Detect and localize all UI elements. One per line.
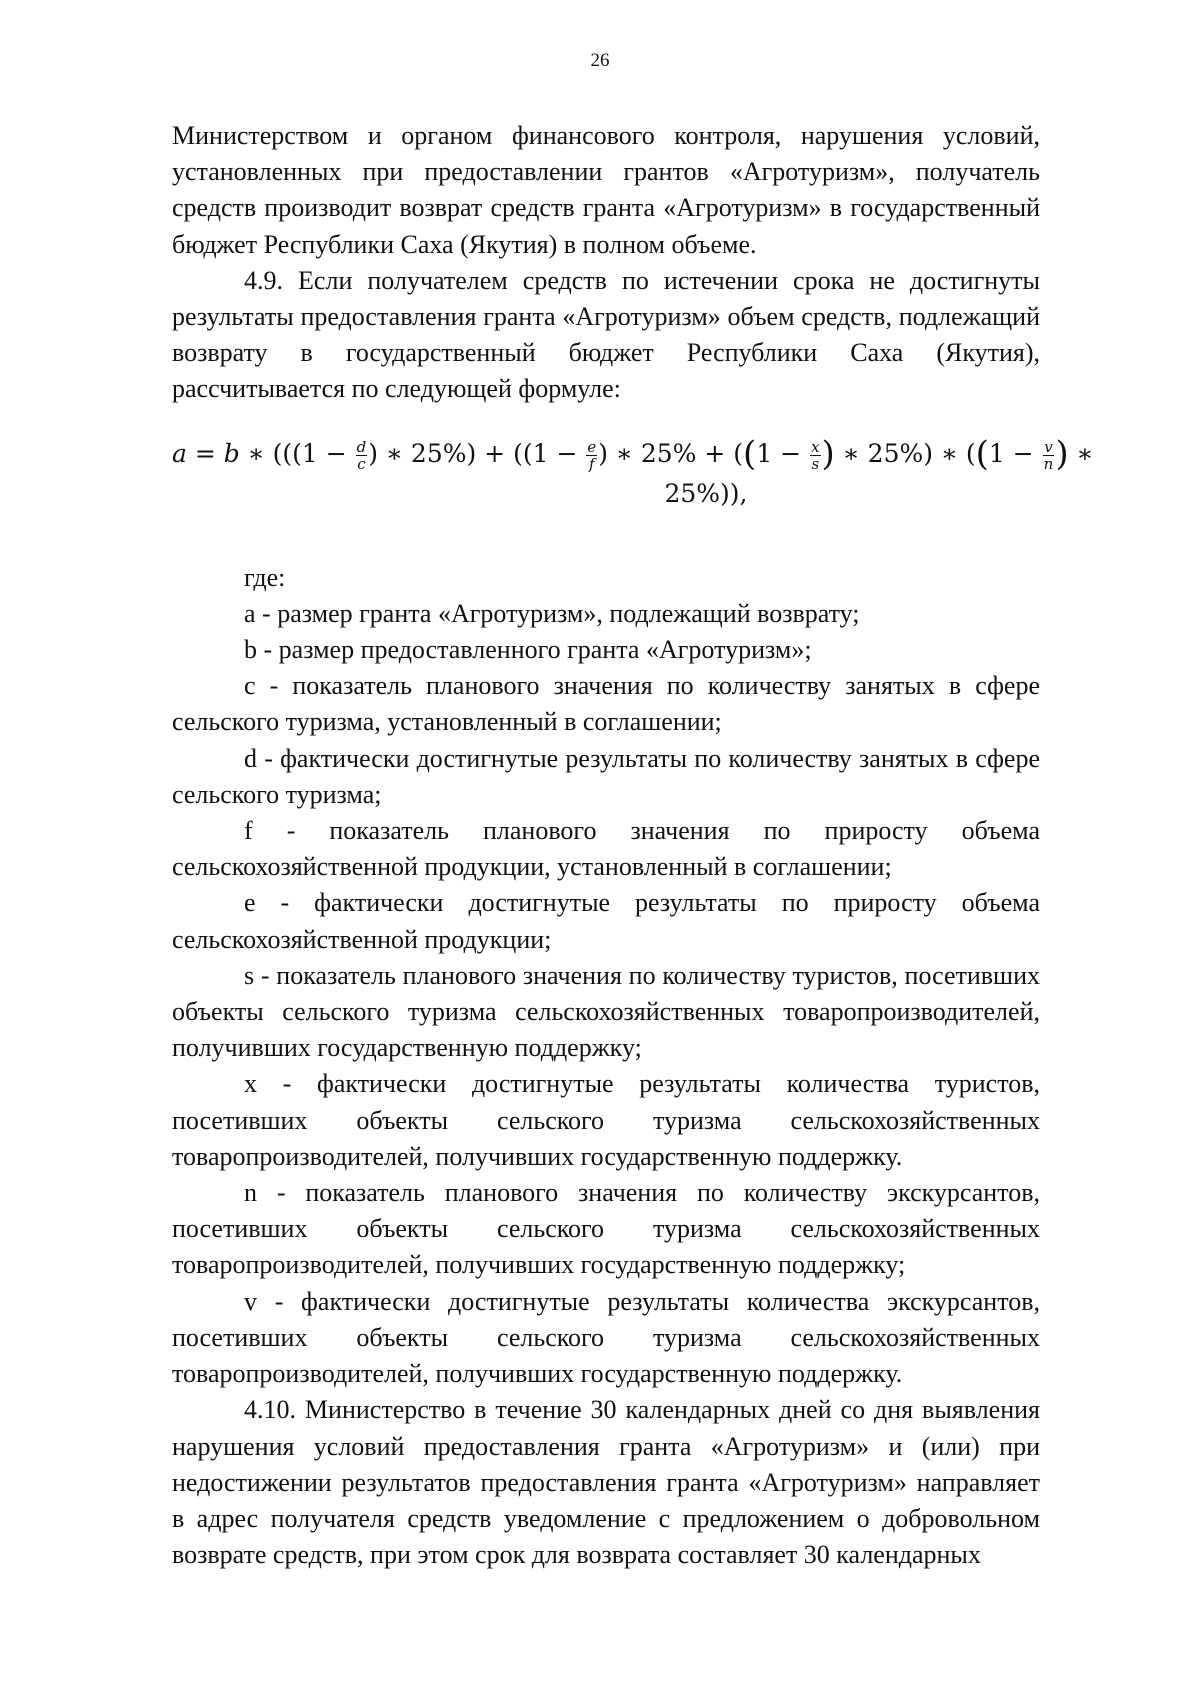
definition-c: c - показатель планового значения по количеству занятых в сфере сельского туризма, установленный в соглашении; [172, 671, 1040, 737]
fraction-numerator: d [356, 437, 367, 456]
paragraph-intro: Министерством и органом финансового контроля, нарушения условий, установленных при предоставлении грантов «Агротуризм», получатель средств производит возврат средств гранта «Агротуризм» в государственный бюджет Республики Саха (Якутия) в полном объеме. [172, 121, 1040, 259]
formula-op-7: ∗ [1068, 438, 1094, 468]
definition-s: s - показатель планового значения по количеству туристов, посетивших объекты сельского туризма сельскохозяйственных товаропроизводителей, получивших государственную поддержку; [172, 960, 1040, 1063]
formula-fraction-e-f [586, 439, 597, 472]
formula-line-2: 25%)), [664, 478, 748, 508]
fraction-numerator: v [1044, 437, 1053, 456]
formula-var-a: a [172, 438, 187, 468]
formula [172, 433, 1094, 514]
formula-big-paren-open-2: ( [975, 433, 989, 474]
paragraph-4-9: 4.9. Если получателем средств по истечении срока не достигнуты результаты предоставления гранта «Агротуризм» объем средств, подлежащий возврату в государственный бюджет Республики Саха (Якутия), рассчитывается по следующей формуле: [172, 265, 1040, 404]
definition-x: x - фактически достигнутые результаты количества туристов, посетивших объекты сельского туризма сельскохозяйственных товаропроизводителей, получивших государственную поддержку. [172, 1069, 1040, 1171]
formula-op-5: ∗ 25%) ∗ ( [834, 438, 976, 468]
fraction-denominator: s [811, 454, 820, 473]
formula-big-paren-open: ( [743, 433, 757, 474]
fraction-denominator: n [1043, 454, 1054, 473]
where-label: где: [244, 562, 286, 592]
definition-v: v - фактически достигнутые результаты количества экскурсантов, посетивших объекты сельского туризма сельскохозяйственных товаропроизводителей, получивших государственную поддержку. [172, 1286, 1040, 1389]
definition-e: e - фактически достигнутые результаты по приросту объема сельскохозяйственной продукции; [172, 888, 1040, 954]
fraction-numerator: e [587, 437, 597, 456]
page-number: 26 [590, 50, 610, 71]
formula-op-3: ) ∗ 25% + ( [598, 438, 744, 468]
fraction-denominator: c [357, 454, 366, 473]
definition-n: n - показатель планового значения по количеству экскурсантов, посетивших объекты сельского туризма сельскохозяйственных товаропроизводителей, получивших государственную поддержку; [172, 1178, 1040, 1280]
formula-fraction-v-n [1043, 439, 1055, 472]
page-body [172, 118, 1094, 1573]
definition-d: d - фактически достигнутые результаты по количеству занятых в сфере сельского туризма; [172, 743, 1040, 809]
fraction-numerator: x [811, 437, 820, 456]
formula-op-1: ∗ (((1 − [239, 438, 355, 468]
definition-b: b - размер предоставленного гранта «Агротуризм»; [244, 635, 812, 665]
formula-fraction-d-c [356, 439, 368, 472]
formula-var-b: b [223, 438, 240, 468]
formula-op-2: ) ∗ 25%) + ((1 − [368, 438, 586, 468]
fraction-denominator: f [589, 454, 595, 473]
formula-big-paren-close: ) [821, 433, 835, 474]
definition-f: f - показатель планового значения по приросту объема сельскохозяйственной продукции, установленный в соглашении; [172, 816, 1040, 882]
formula-op-4: 1 − [756, 438, 810, 468]
paragraph-4-10: 4.10. Министерство в течение 30 календарных дней со дня выявления нарушения условий предоставления гранта «Агротуризм» и (или) при недостижении результатов предоставления гранта «Агротуризм» направляет в адрес получателя средств уведомление с предложением о добровольном возврате средств, при этом срок для возврата составляет 30 календарных [172, 1395, 1040, 1570]
definition-a: a - размер гранта «Агротуризм», подлежащий возврату; [244, 598, 860, 628]
formula-fraction-x-s [810, 439, 820, 472]
formula-op-6: 1 − [988, 438, 1042, 468]
formula-eq: = [186, 438, 224, 468]
formula-big-paren-close-2: ) [1055, 433, 1069, 474]
formula-line-1 [172, 433, 1094, 474]
